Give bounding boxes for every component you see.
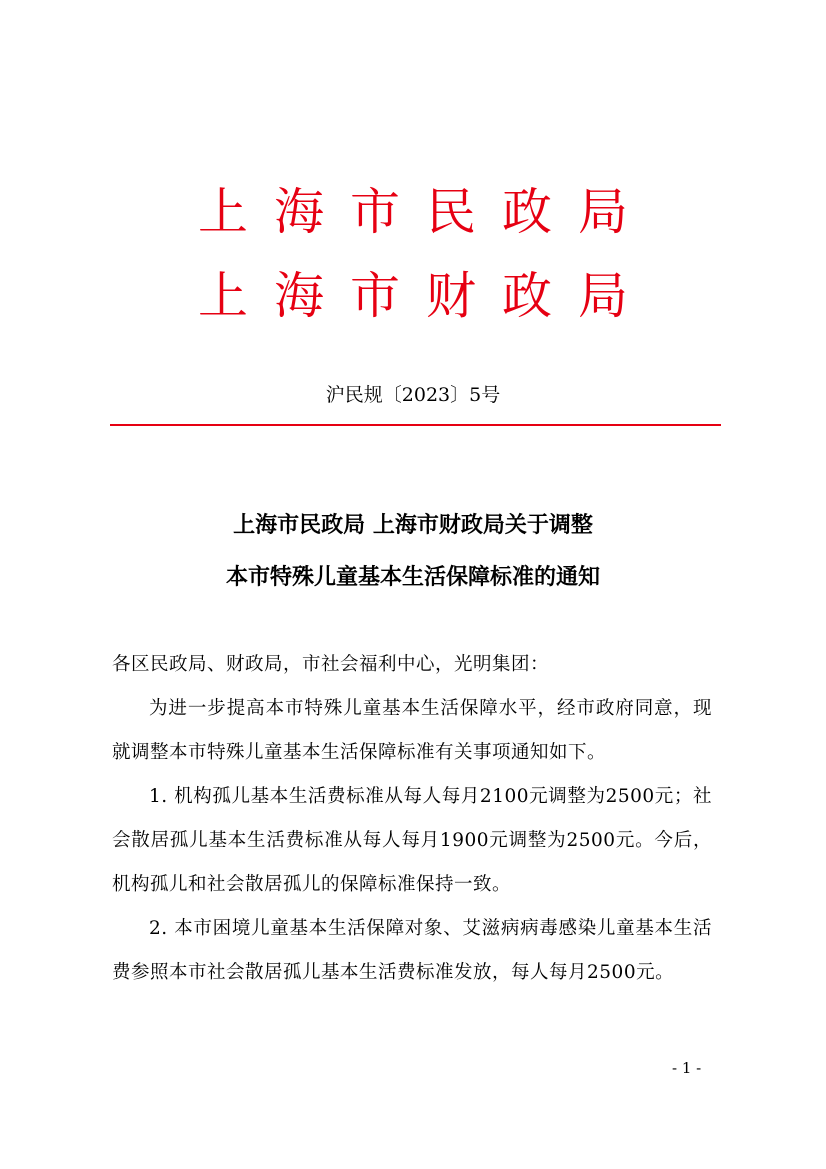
intro-paragraph: 为进一步提高本市特殊儿童基本生活保障水平，经市政府同意，现就调整本市特殊儿童基本生活保障标准有关事项通知如下。 <box>112 698 712 763</box>
recipients: 各区民政局、财政局，市社会福利中心，光明集团： <box>112 654 550 675</box>
document-title-line-2: 本市特殊儿童基本生活保障标准的通知 <box>225 565 600 590</box>
document-body <box>112 643 712 995</box>
item-1-paragraph: 1. 机构孤儿基本生活费标准从每人每月2100元调整为2500元；社会散居孤儿基本生活费标准从每人每月1900元调整为2500元。今后，机构孤儿和社会散居孤儿的保障标准保持一致。 <box>112 786 712 895</box>
issuer-heading-finance: 上海市财政局 <box>198 267 654 325</box>
document-number: 沪民规〔2023〕5号 <box>325 384 501 406</box>
issuer-heading-civil-affairs: 上海市民政局 <box>198 183 654 241</box>
page-number: - 1 - <box>672 1059 702 1077</box>
document-title-line-1: 上海市民政局 上海市财政局关于调整 <box>233 513 593 538</box>
red-divider <box>110 424 721 426</box>
item-2-paragraph: 2. 本市困境儿童基本生活保障对象、艾滋病病毒感染儿童基本生活费参照本市社会散居孤儿基本生活费标准发放，每人每月2500元。 <box>112 918 712 983</box>
